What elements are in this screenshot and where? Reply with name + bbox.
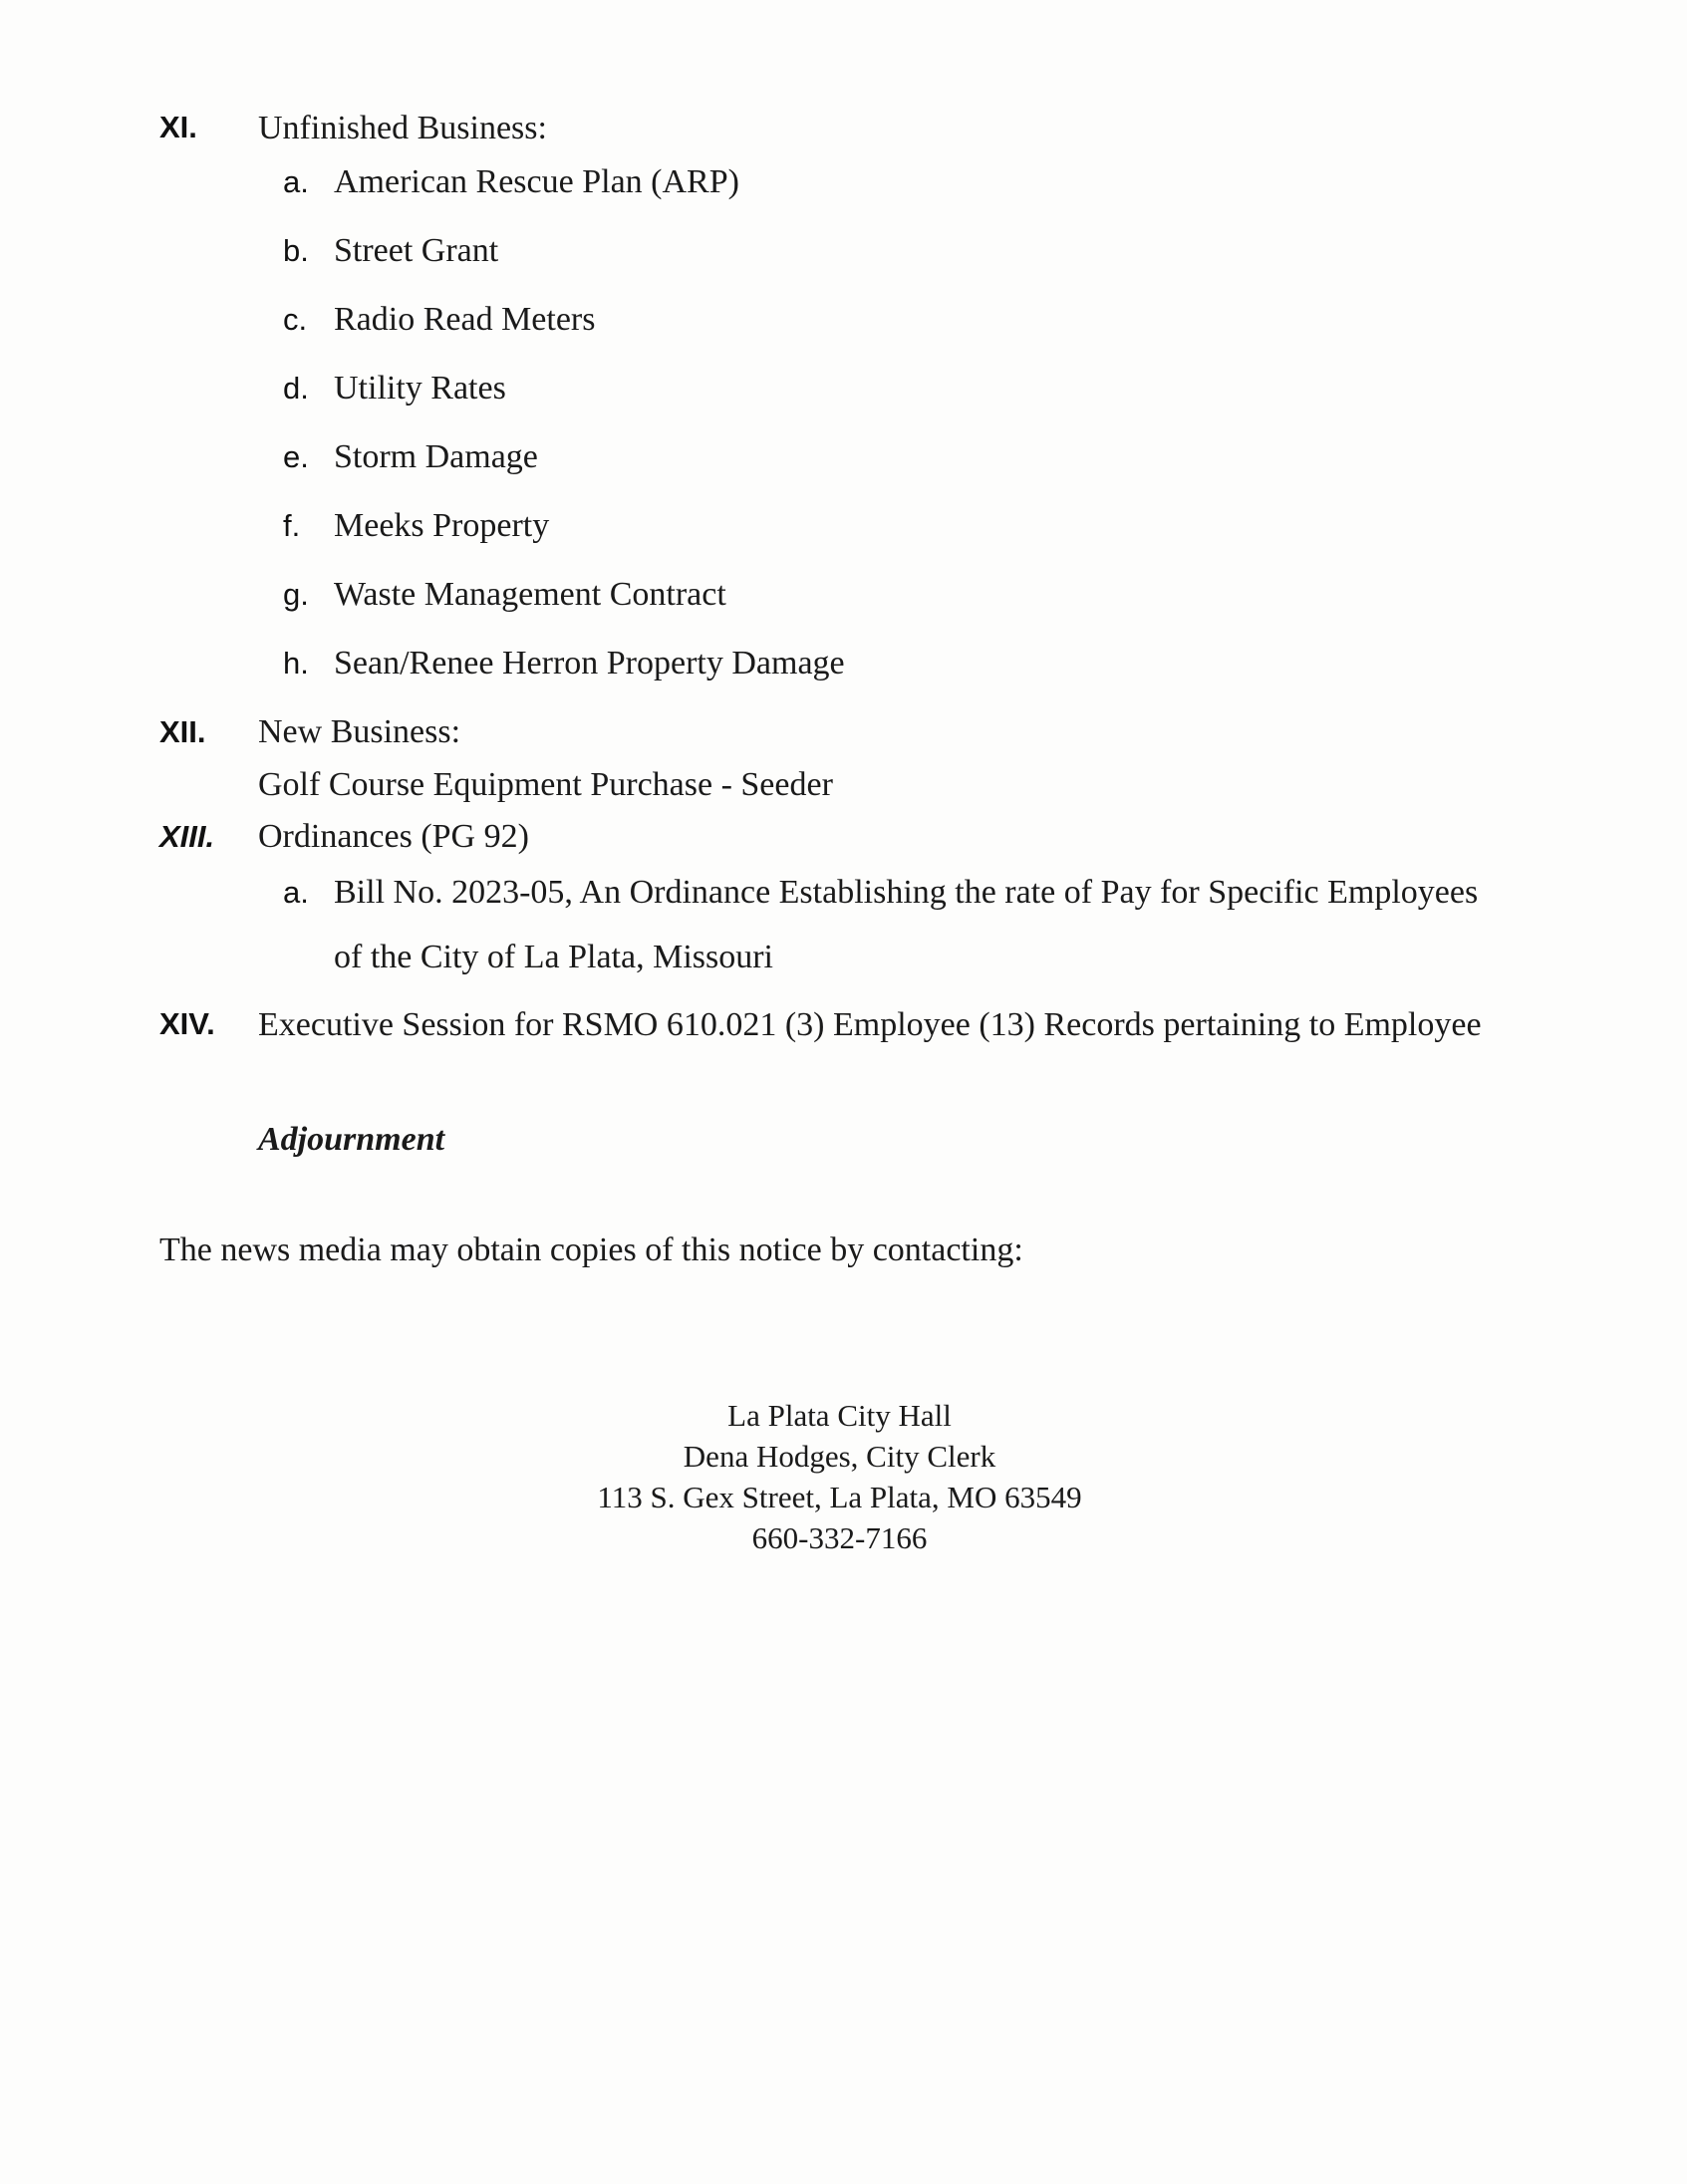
contact-clerk: Dena Hodges, City Clerk xyxy=(683,1439,996,1474)
section-numeral-xiii: XIII. xyxy=(159,819,215,854)
section-numeral-xi: XI. xyxy=(159,110,197,144)
section-numeral-xiv: XIV. xyxy=(159,1006,215,1041)
list-item-text: Utility Rates xyxy=(334,370,506,407)
ordinance-bill-line2: of the City of La Plata, Missouri xyxy=(334,939,774,975)
list-item-text: Radio Read Meters xyxy=(334,301,596,338)
list-item-text: Meeks Property xyxy=(334,507,550,544)
list-item-letter: e. xyxy=(283,439,309,474)
list-item-text: Sean/Renee Herron Property Damage xyxy=(334,645,845,682)
list-item-text: Storm Damage xyxy=(334,438,538,475)
list-item-text: Waste Management Contract xyxy=(334,576,726,613)
contact-phone: 660-332-7166 xyxy=(751,1520,928,1555)
list-item-text: American Rescue Plan (ARP) xyxy=(334,163,739,200)
section-numeral-xii: XII. xyxy=(159,714,206,749)
ordinance-bill-line1: Bill No. 2023-05, An Ordinance Establishing the rate of Pay for Specific Employees xyxy=(334,874,1479,911)
list-item-letter: g. xyxy=(283,577,309,612)
adjournment-heading: Adjournment xyxy=(258,1121,445,1158)
list-item-letter: h. xyxy=(283,646,309,681)
list-item-letter: b. xyxy=(283,233,309,268)
section-title-ordinances: Ordinances (PG 92) xyxy=(258,818,529,855)
list-item-letter: a. xyxy=(283,164,309,199)
list-item-text: Street Grant xyxy=(334,232,499,269)
section-title-unfinished-business: Unfinished Business: xyxy=(258,110,547,146)
list-item-letter: c. xyxy=(283,302,308,337)
contact-city-hall: La Plata City Hall xyxy=(727,1398,952,1433)
media-notice: The news media may obtain copies of this notice by contacting: xyxy=(159,1231,1023,1268)
list-item-letter: a. xyxy=(283,875,309,910)
new-business-item: Golf Course Equipment Purchase - Seeder xyxy=(258,766,833,803)
section-title-executive-session: Executive Session for RSMO 610.021 (3) Employee (13) Records pertaining to Employee xyxy=(258,1006,1482,1043)
contact-address: 113 S. Gex Street, La Plata, MO 63549 xyxy=(597,1480,1082,1514)
section-title-new-business: New Business: xyxy=(258,713,461,750)
list-item-letter: f. xyxy=(283,508,301,543)
list-item-letter: d. xyxy=(283,371,309,406)
